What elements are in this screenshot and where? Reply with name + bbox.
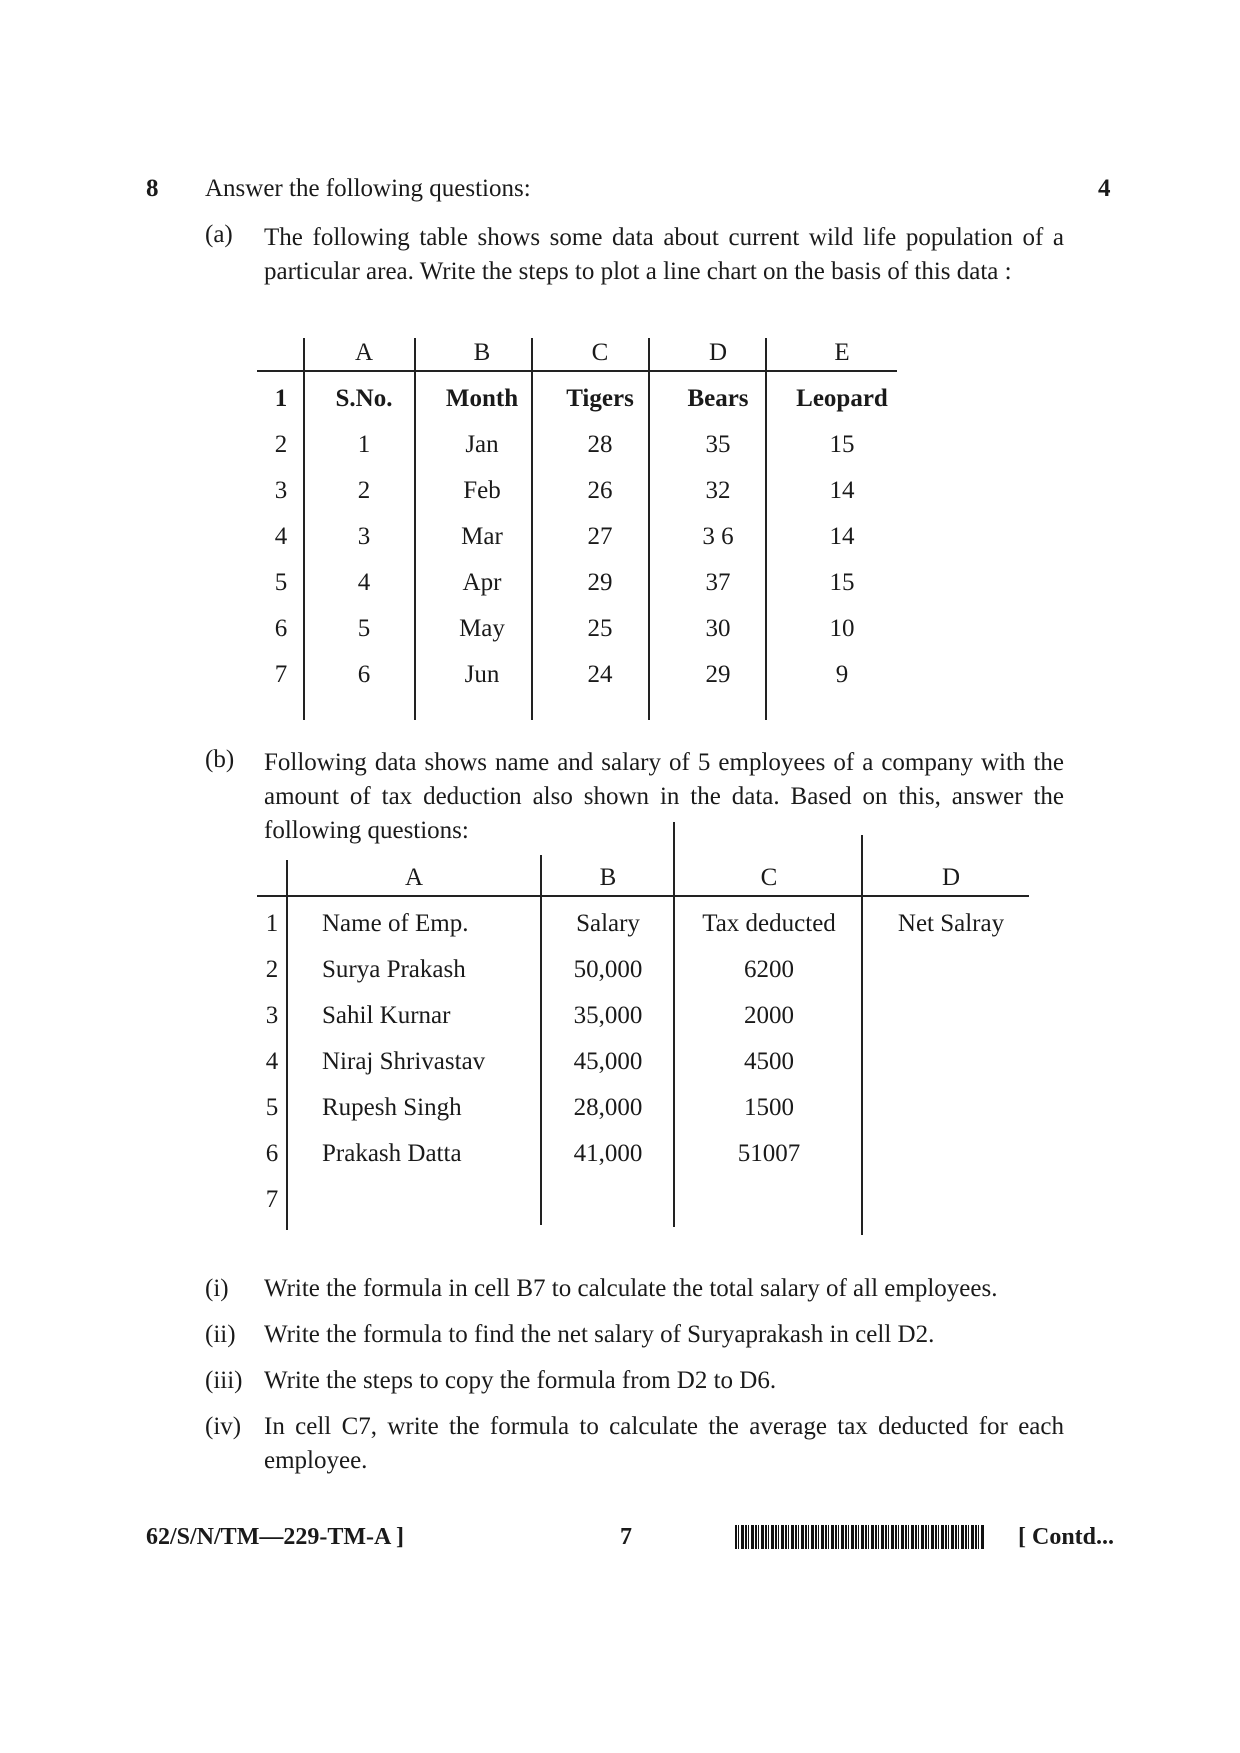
table-cell: 25 — [587, 615, 613, 642]
table-cell: Name of Emp. — [322, 910, 469, 937]
table-cell: Net Salray — [897, 910, 1005, 937]
question-number: 8 — [146, 175, 159, 202]
table-row — [257, 514, 907, 560]
subq-text: In cell C7, write the formula to calculate the average tax deducted for each employee. — [264, 1413, 1064, 1474]
table-cell — [541, 1177, 675, 1223]
column-header: D — [941, 864, 961, 891]
table-cell: Jan — [465, 431, 499, 458]
table-cell: 10 — [829, 615, 855, 642]
row-number: 3 — [274, 477, 288, 504]
table-cell: 3 — [357, 523, 371, 550]
row-number: 6 — [274, 615, 288, 642]
row-number: 5 — [265, 1094, 279, 1121]
column-header: B — [473, 339, 491, 366]
table-row — [257, 947, 1039, 993]
table-cell: 6 — [357, 661, 371, 688]
table-cell: 50,000 — [573, 956, 643, 983]
header-divider — [257, 895, 1029, 897]
table-cell — [863, 1085, 1039, 1131]
row-number: 1 — [265, 910, 279, 937]
table-cell — [863, 1177, 1039, 1223]
table-cell: Tax deducted — [702, 910, 836, 937]
table-cell: Rupesh Singh — [322, 1094, 462, 1121]
header-divider — [257, 370, 897, 372]
column-divider — [648, 338, 650, 720]
table-cell: Bears — [687, 385, 749, 412]
table-row — [257, 468, 907, 514]
table-cell: Leopard — [796, 385, 888, 412]
table-cell: 5 — [357, 615, 371, 642]
table-row — [257, 422, 907, 468]
row-number: 7 — [265, 1186, 279, 1213]
table-cell: S.No. — [335, 385, 393, 412]
column-divider — [414, 338, 416, 720]
table-cell: Month — [445, 385, 519, 412]
table-cell: 15 — [829, 569, 855, 596]
subq-label: (i) — [205, 1275, 229, 1302]
table-cell: 29 — [705, 661, 731, 688]
part-a-text: The following table shows some data about current wild life population of a particular area. Write the steps to plot a line chart on the basis of this data : — [264, 224, 1064, 285]
table-row — [257, 1131, 1039, 1177]
subq-text: Write the formula in cell B7 to calculate the total salary of all employees. — [264, 1275, 998, 1302]
table-row — [257, 1177, 1039, 1223]
row-number: 2 — [274, 431, 288, 458]
table-cell: May — [459, 615, 505, 642]
row-number: 1 — [274, 385, 288, 412]
table-cell: 30 — [705, 615, 731, 642]
column-header: C — [760, 864, 778, 891]
table-row — [257, 560, 907, 606]
table-cell: Tigers — [566, 385, 634, 412]
table-cell: 3 6 — [702, 523, 734, 550]
table-cell: 4 — [357, 569, 371, 596]
page-number: 7 — [620, 1524, 632, 1550]
column-header: C — [591, 339, 609, 366]
table-cell: 32 — [705, 477, 731, 504]
table-cell: 51007 — [737, 1140, 801, 1167]
table-cell: 14 — [829, 523, 855, 550]
question-marks: 4 — [1098, 175, 1111, 202]
column-header: B — [599, 864, 617, 891]
table-cell: 6200 — [744, 956, 794, 983]
table-row — [257, 1039, 1039, 1085]
column-divider — [861, 835, 863, 1235]
part-a-label: (a) — [205, 221, 233, 248]
barcode-icon — [735, 1525, 985, 1549]
table-cell — [863, 1131, 1039, 1177]
table-cell: 24 — [587, 661, 613, 688]
table-cell: Niraj Shrivastav — [322, 1048, 486, 1075]
column-divider — [286, 860, 288, 1230]
subq-label: (iv) — [205, 1413, 242, 1440]
part-b-text: Following data shows name and salary of 5 employees of a company with the amount of tax deduction also shown in the data. Based on this, answer the following questions: — [264, 749, 1064, 844]
table-cell: 45,000 — [573, 1048, 643, 1075]
column-header: E — [834, 339, 850, 366]
row-number: 6 — [265, 1140, 279, 1167]
row-number: 4 — [274, 523, 288, 550]
table-cell: 2 — [357, 477, 371, 504]
column-divider — [673, 822, 675, 1227]
column-header: A — [354, 339, 374, 366]
row-number: 5 — [274, 569, 288, 596]
table-cell: Apr — [462, 569, 502, 596]
table-row — [257, 901, 1039, 947]
table-cell — [675, 1177, 863, 1223]
table-cell: 2000 — [744, 1002, 794, 1029]
table-cell: 26 — [587, 477, 613, 504]
paper-code: 62/S/N/TM—229-TM-A ] — [146, 1524, 404, 1550]
table-row — [257, 993, 1039, 1039]
table-cell: 35,000 — [573, 1002, 643, 1029]
table-cell: 15 — [829, 431, 855, 458]
subq-label: (ii) — [205, 1321, 236, 1348]
table-cell: 41,000 — [573, 1140, 643, 1167]
table-cell: Salary — [576, 910, 640, 937]
table-cell: Prakash Datta — [322, 1140, 462, 1167]
column-divider — [540, 855, 542, 1225]
table-row — [257, 1085, 1039, 1131]
question-text: Answer the following questions: — [205, 175, 531, 202]
column-divider — [303, 338, 305, 720]
subq-label: (iii) — [205, 1367, 243, 1394]
table-cell — [863, 1039, 1039, 1085]
salary-grid — [257, 855, 1039, 1223]
row-number: 3 — [265, 1002, 279, 1029]
table-cell: Surya Prakash — [322, 956, 466, 983]
table-cell: Jun — [464, 661, 500, 688]
table-cell — [863, 993, 1039, 1039]
table-cell — [287, 1177, 541, 1223]
table-cell: Sahil Kurnar — [322, 1002, 451, 1029]
table-cell: 28,000 — [573, 1094, 643, 1121]
column-header: D — [708, 339, 728, 366]
table-cell: 27 — [587, 523, 613, 550]
subq-text: Write the steps to copy the formula from D2 to D6. — [264, 1367, 777, 1394]
table-row — [257, 606, 907, 652]
table-cell: 14 — [829, 477, 855, 504]
table-row — [257, 376, 907, 422]
table-cell: 28 — [587, 431, 613, 458]
table-cell — [863, 947, 1039, 993]
table-cell: 1 — [357, 431, 371, 458]
row-number: 4 — [265, 1048, 279, 1075]
contd-label: [ Contd... — [1018, 1524, 1115, 1550]
column-header: A — [404, 864, 424, 891]
column-divider — [765, 338, 767, 720]
table-cell: 9 — [835, 661, 849, 688]
subq-text: Write the formula to find the net salary of Suryaprakash in cell D2. — [264, 1321, 935, 1348]
table-cell: Mar — [461, 523, 503, 550]
wildlife-grid — [257, 330, 907, 698]
table-row — [257, 652, 907, 698]
row-number: 2 — [265, 956, 279, 983]
table-cell: Feb — [463, 477, 501, 504]
row-number: 7 — [274, 661, 288, 688]
table-cell: 35 — [705, 431, 731, 458]
table-cell: 4500 — [744, 1048, 794, 1075]
table-cell: 37 — [705, 569, 731, 596]
table-cell: 1500 — [744, 1094, 794, 1121]
table-cell: 29 — [587, 569, 613, 596]
column-divider — [531, 338, 533, 720]
part-b-label: (b) — [205, 746, 235, 773]
